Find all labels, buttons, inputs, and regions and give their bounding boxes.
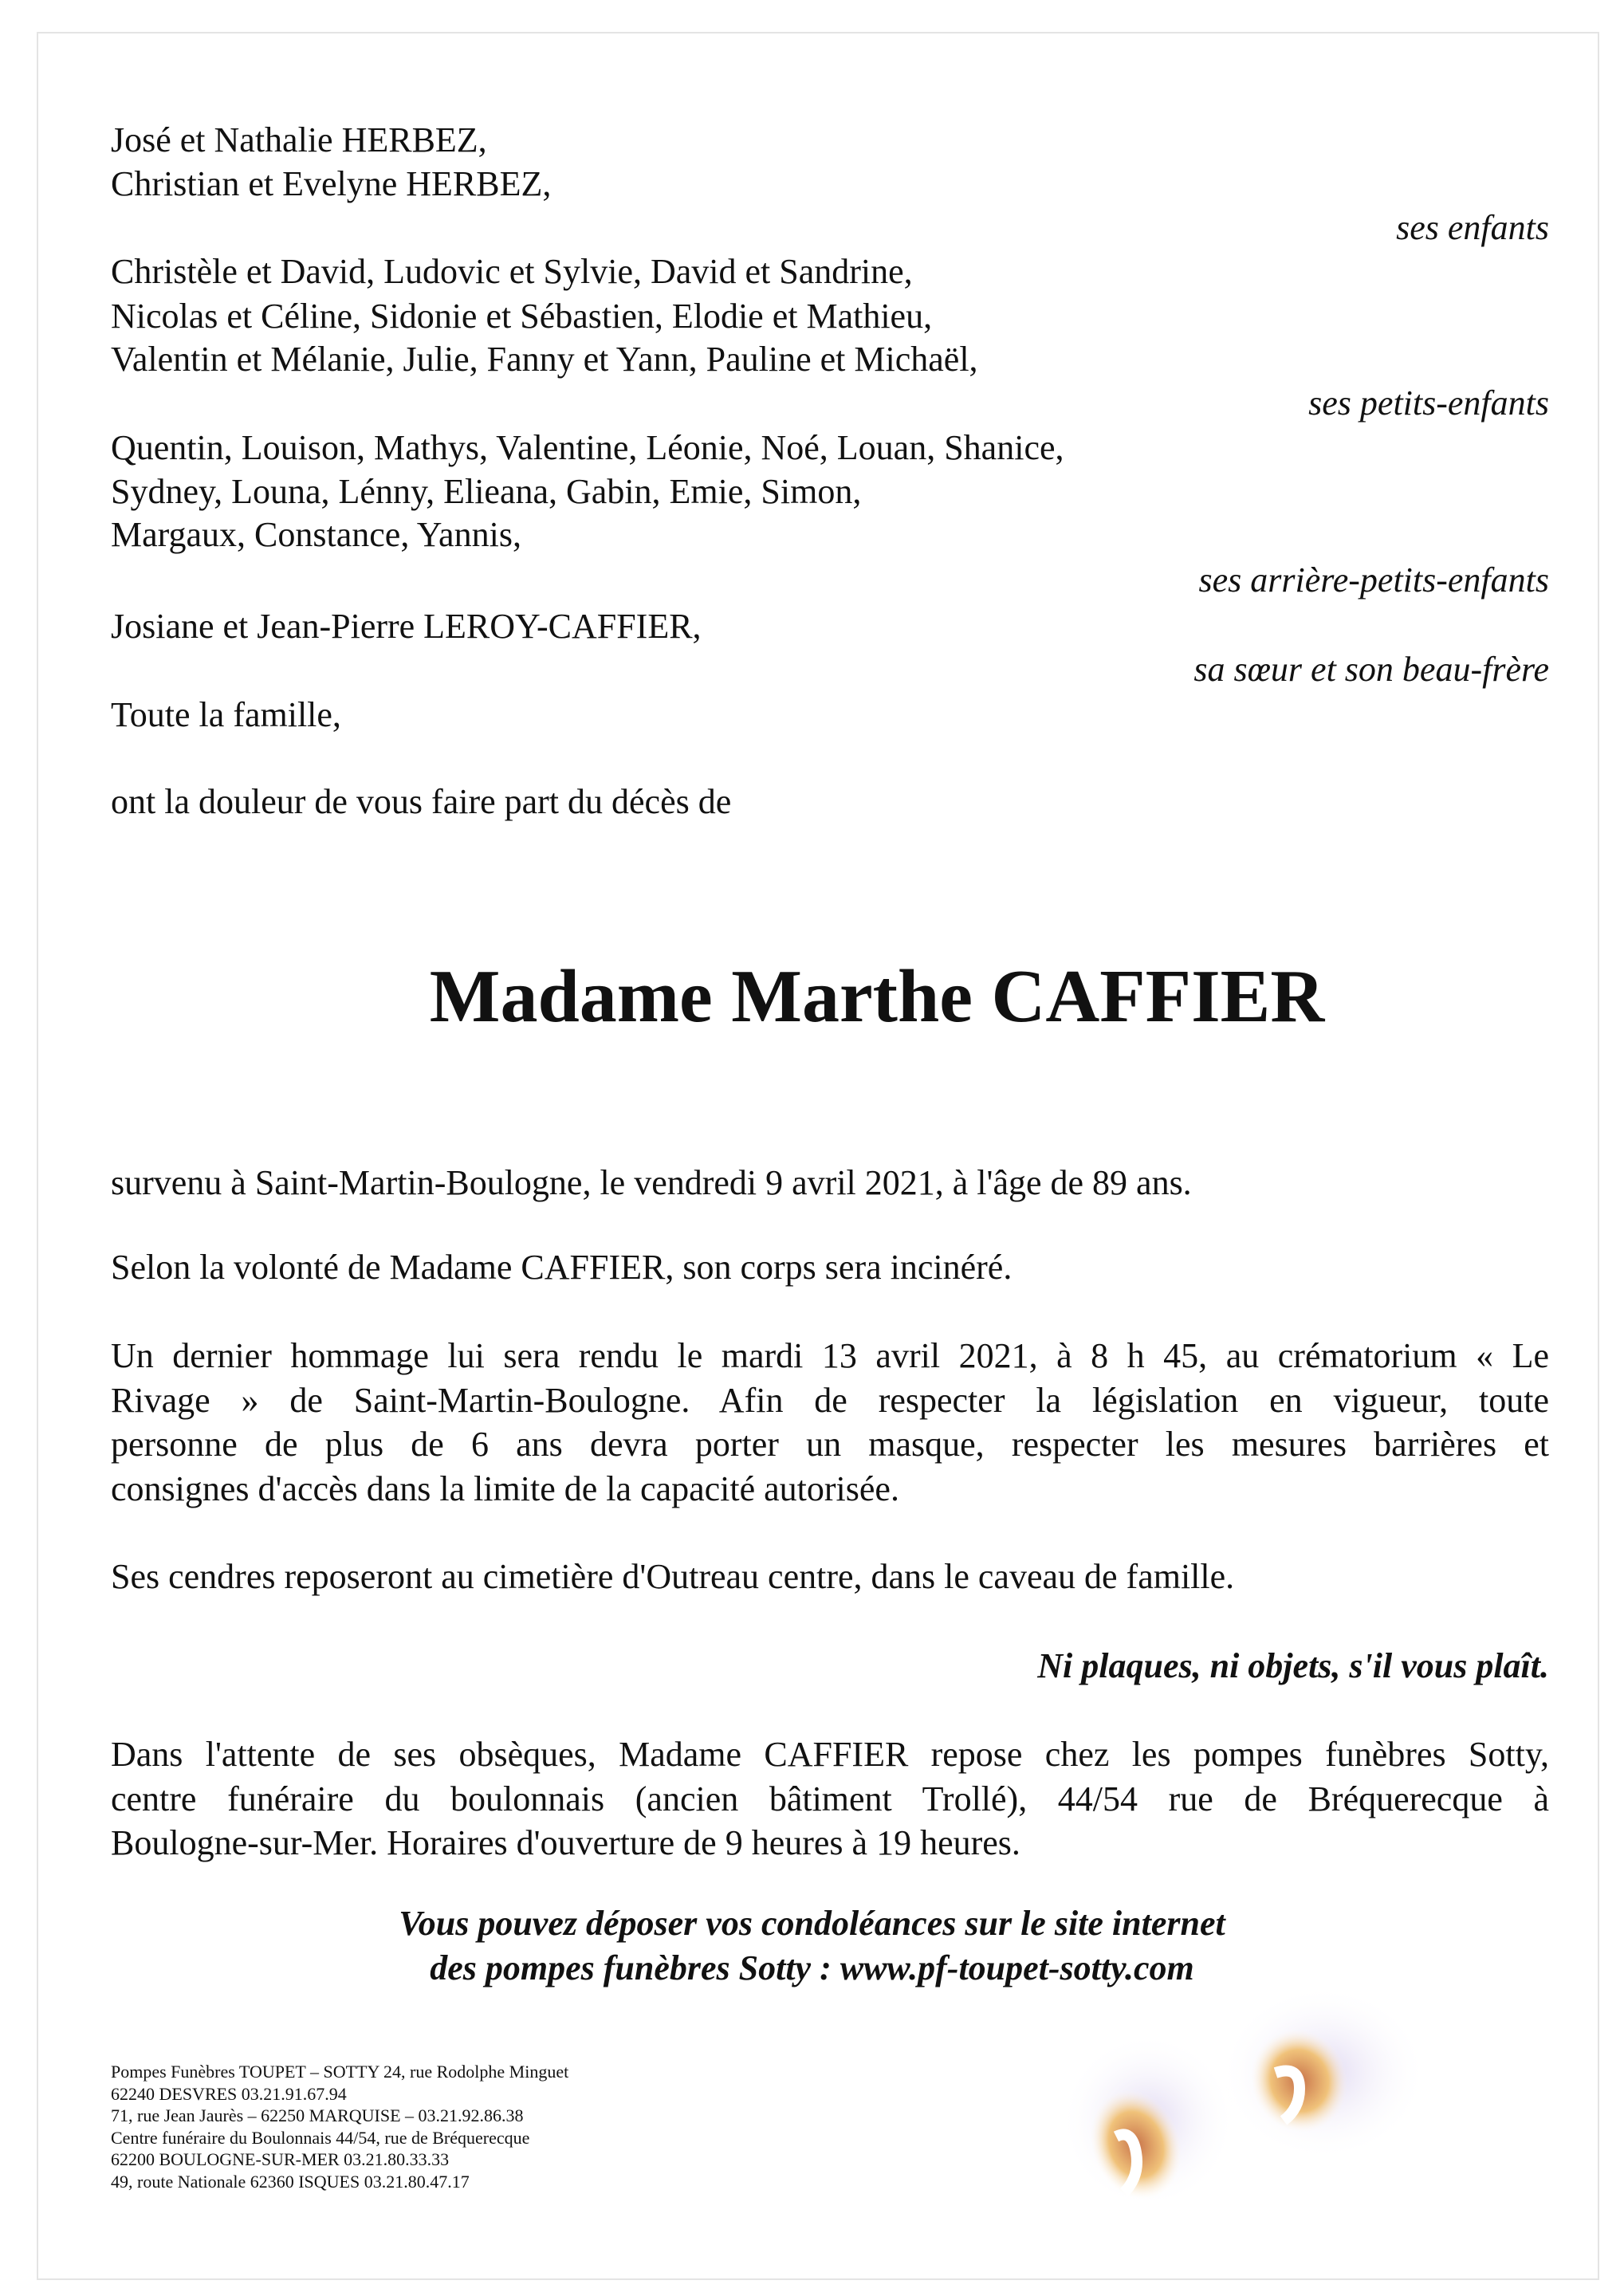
footer-line: 49, route Nationale 62360 ISQUES 03.21.80.47.17 (111, 2171, 470, 2192)
tribute-line: Un dernier hommage lui sera rendu le mardi 13 avril 2021, à 8 h 45, au crématorium « Le (111, 1336, 1549, 1375)
footer-line: 71, rue Jean Jaurès – 62250 MARQUISE – 03.21.92.86.38 (111, 2105, 524, 2125)
tribute-line: consignes d'accès dans la limite de la capacité autorisée. (111, 1469, 899, 1508)
sibling-line: Josiane et Jean-Pierre LEROY-CAFFIER, (111, 607, 702, 646)
footer-line: Centre funéraire du Boulonnais 44/54, rue de Bréquerecque (111, 2127, 530, 2148)
condolences-line: des pompes funèbres Sotty : www.pf-toupet-sotty.com (430, 1948, 1194, 1987)
footer-line: 62200 BOULOGNE-SUR-MER 03.21.80.33.33 (111, 2149, 450, 2169)
children-line: Christian et Evelyne HERBEZ, (111, 164, 552, 203)
great-grandchildren-line: Sydney, Louna, Lénny, Elieana, Gabin, Emie, Simon, (111, 472, 862, 511)
grandchildren-label: ses petits-enfants (1308, 383, 1549, 423)
deceased-name: Madame Marthe CAFFIER (429, 955, 1325, 1038)
great-grandchildren-label: ses arrière-petits-enfants (1198, 560, 1549, 600)
children-line: José et Nathalie HERBEZ, (111, 120, 487, 159)
grandchildren-line: Valentin et Mélanie, Julie, Fanny et Yann, Pauline et Michaël, (111, 340, 978, 379)
funeral-home-footer (111, 2061, 568, 2192)
intro-line: ont la douleur de vous faire part du décès de (111, 782, 732, 821)
no-flowers-line: Ni plaques, ni objets, s'il vous plaît. (1037, 1646, 1549, 1685)
rest-line: centre funéraire du boulonnais (ancien bâtiment Trollé), 44/54 rue de Bréquerecque à (111, 1779, 1549, 1818)
children-label: ses enfants (1396, 208, 1549, 247)
grandchildren-line: Nicolas et Céline, Sidonie et Sébastien, Elodie et Mathieu, (111, 297, 933, 336)
death-notice: survenu à Saint-Martin-Boulogne, le vendredi 9 avril 2021, à l'âge de 89 ans. (111, 1163, 1192, 1202)
great-grandchildren-line: Margaux, Constance, Yannis, (111, 515, 521, 554)
tribute-line: Rivage » de Saint-Martin-Boulogne. Afin de respecter la législation en vigueur, toute (111, 1381, 1549, 1420)
wish-line: Selon la volonté de Madame CAFFIER, son corps sera incinéré. (111, 1248, 1013, 1287)
orchid-flowers-image (1060, 1977, 1587, 2248)
grandchildren-line: Christèle et David, Ludovic et Sylvie, David et Sandrine, (111, 252, 913, 291)
footer-line: 62240 DESVRES 03.21.91.67.94 (111, 2083, 347, 2104)
footer-line: Pompes Funèbres TOUPET – SOTTY 24, rue Rodolphe Minguet (111, 2062, 569, 2082)
sibling-label: sa sœur et son beau-frère (1193, 650, 1549, 689)
rest-line: Boulogne-sur-Mer. Horaires d'ouverture de 9 heures à 19 heures. (111, 1823, 1020, 1862)
tribute-line: personne de plus de 6 ans devra porter un masque, respecter les mesures barrières et (111, 1425, 1549, 1464)
great-grandchildren-line: Quentin, Louison, Mathys, Valentine, Léonie, Noé, Louan, Shanice, (111, 428, 1064, 467)
family-line: Toute la famille, (111, 695, 341, 734)
ashes-line: Ses cendres reposeront au cimetière d'Outreau centre, dans le caveau de famille. (111, 1557, 1235, 1596)
condolences-line: Vous pouvez déposer vos condoléances sur le site internet (399, 1904, 1225, 1943)
rest-line: Dans l'attente de ses obsèques, Madame CAFFIER repose chez les pompes funèbres Sotty, (111, 1735, 1549, 1774)
